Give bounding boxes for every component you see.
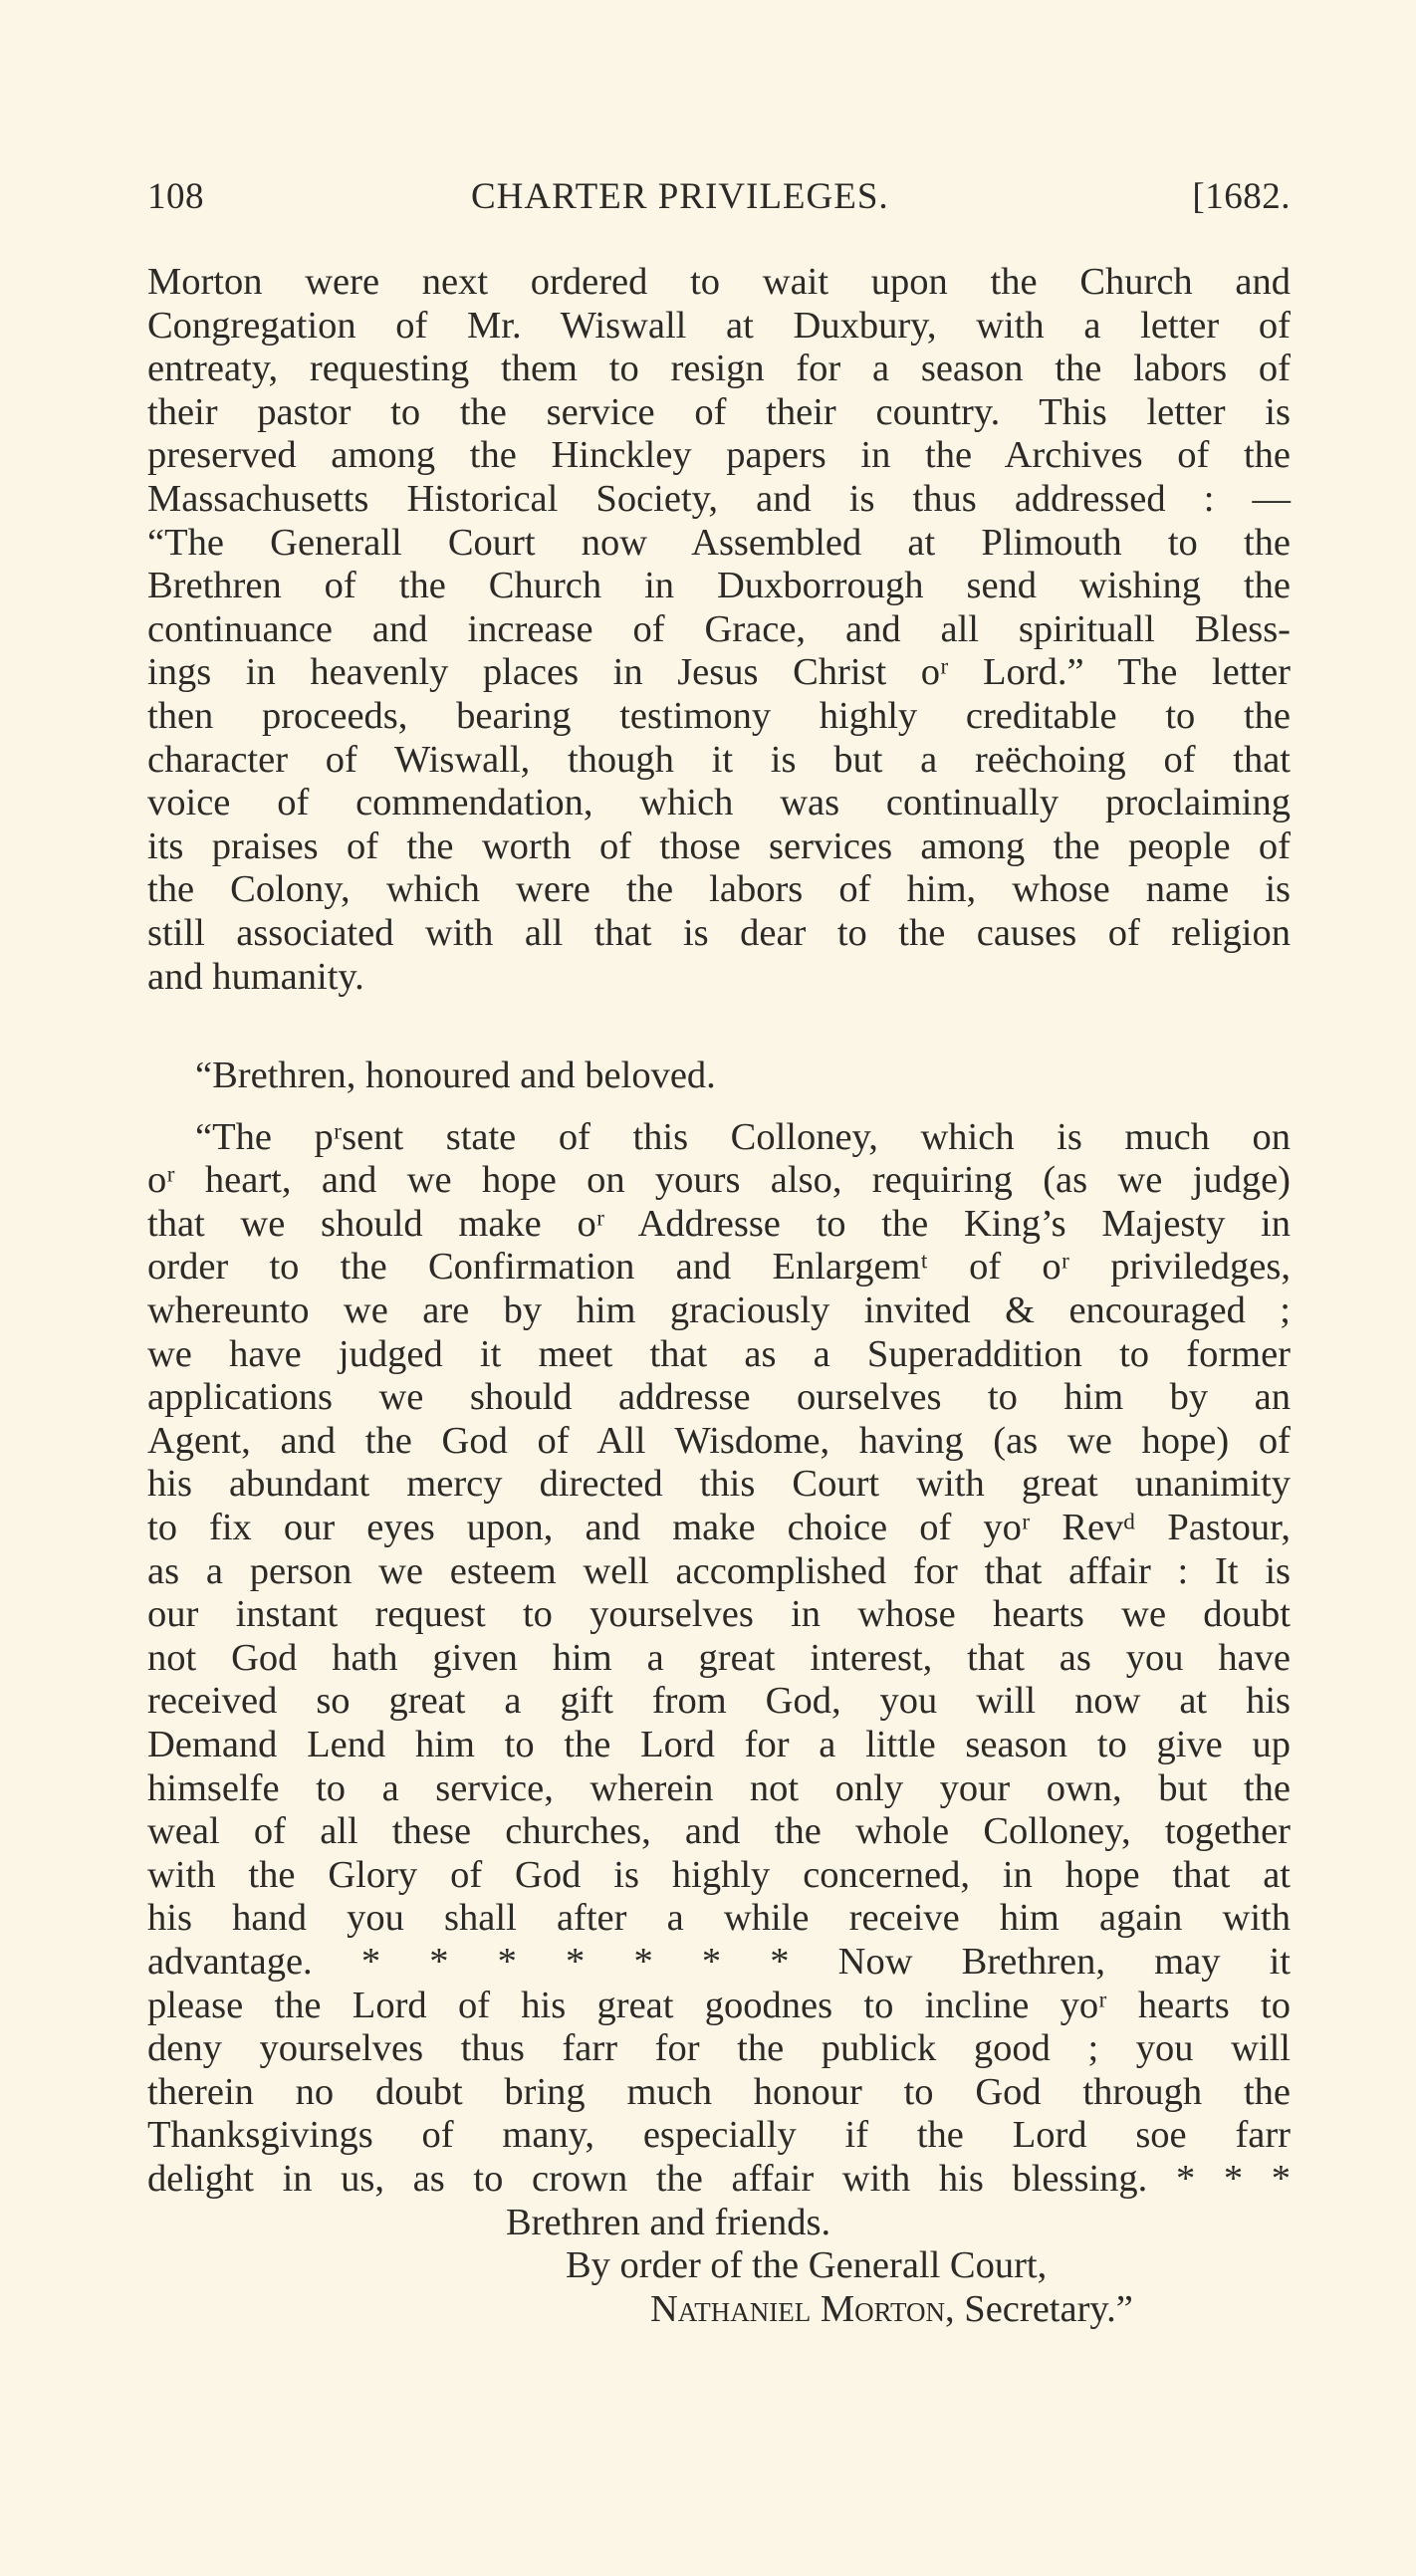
text-line: deny yourselves thus farr for the publick good ; you will — [147, 2027, 1291, 2070]
text-line: character of Wiswall, though it is but a reëchoing of that — [147, 738, 1291, 781]
text-line: “The pʳsent state of this Colloney, which is much on — [195, 1115, 1291, 1158]
text-line: oʳ heart, and we hope on yours also, requiring (as we judge) — [147, 1159, 1291, 1202]
text-line: ings in heavenly places in Jesus Christ oʳ Lord.” The letter — [147, 651, 1291, 694]
page-body — [147, 261, 1291, 2331]
text-line: Thanksgivings of many, especially if the Lord soe farr — [147, 2114, 1291, 2157]
text-line: please the Lord of his great goodnes to incline yoʳ hearts to — [147, 1984, 1291, 2026]
text-line: order to the Confirmation and Enlargemᵗ of oʳ priviledges, — [147, 1246, 1291, 1288]
text-line: and humanity. — [147, 955, 364, 998]
text-line: then proceeds, bearing testimony highly creditable to the — [147, 694, 1291, 737]
text-line: preserved among the Hinckley papers in the Archives of the — [147, 434, 1291, 477]
text-line: Demand Lend him to the Lord for a little season to give up — [147, 1724, 1291, 1765]
text-line: to fix our eyes upon, and make choice of yoʳ Revᵈ Pastour, — [147, 1507, 1291, 1549]
text-line: his hand you shall after a while receive him again with — [147, 1897, 1291, 1940]
letter-signature — [147, 2288, 1291, 2332]
paragraph-gap — [147, 999, 1291, 1054]
text-line: entreaty, requesting them to resign for a season the labors of — [147, 348, 1291, 390]
text-line: we have judged it meet that as a Superaddition to former — [147, 1332, 1291, 1375]
text-line: Agent, and the God of All Wisdome, having (as we hope) of — [147, 1419, 1291, 1462]
text-line: Massachusetts Historical Society, and is thus addressed : — — [147, 477, 1291, 520]
text-line: himselfe to a service, wherein not only your own, but the — [147, 1766, 1291, 1809]
signature-title: , Secretary.” — [945, 2287, 1133, 2330]
text-line: voice of commendation, which was continually proclaiming — [147, 782, 1291, 824]
page-number: 108 — [147, 176, 204, 217]
text-line: Congregation of Mr. Wiswall at Duxbury, with a letter of — [147, 304, 1291, 347]
text-line: advantage. * * * * * * * Now Brethren, may it — [147, 1940, 1291, 1983]
running-head — [147, 175, 1291, 225]
text-line: therein no doubt bring much honour to God through the — [147, 2070, 1291, 2113]
text-line: delight in us, as to crown the affair with his blessing. * * * — [147, 2157, 1291, 2200]
text-line: still associated with all that is dear to the causes of religion — [147, 911, 1291, 954]
text-line: Morton were next ordered to wait upon the Church and — [147, 261, 1291, 303]
text-line: our instant request to yourselves in whose hearts we doubt — [147, 1593, 1291, 1636]
text-line: with the Glory of God is highly concerned, in hope that at — [147, 1853, 1291, 1896]
text-line: received so great a gift from God, you will now at his — [147, 1680, 1291, 1723]
text-line: their pastor to the service of their country. This letter is — [147, 390, 1291, 433]
text-line: whereunto we are by him graciously invited & encouraged ; — [147, 1289, 1291, 1332]
text-line: its praises of the worth of those services among the people of — [147, 824, 1291, 867]
text-line: not God hath given him a great interest, that as you have — [147, 1636, 1291, 1679]
text-line: “The Generall Court now Assembled at Plimouth to the — [147, 521, 1291, 564]
running-year: [1682. — [1192, 176, 1291, 217]
running-title: CHARTER PRIVILEGES. — [471, 176, 889, 217]
text-line: continuance and increase of Grace, and all spirituall Bless- — [147, 607, 1291, 650]
text-line: applications we should addresse ourselves to him by an — [147, 1376, 1291, 1419]
text-line: as a person we esteem well accomplished for that affair : It is — [147, 1549, 1291, 1592]
letter-salutation: “Brethren, honoured and beloved. — [195, 1054, 716, 1097]
letter-closing: Brethren and friends. — [506, 2201, 831, 2243]
text-line: that we should make oʳ Addresse to the King’s Majesty in — [147, 1202, 1291, 1245]
text-line: the Colony, which were the labors of him, whose name is — [147, 868, 1291, 911]
quoted-letter — [147, 1054, 1291, 2331]
text-line: weal of all these churches, and the whole Colloney, together — [147, 1810, 1291, 1853]
narrative-paragraph — [147, 261, 1291, 999]
text-line: Brethren of the Church in Duxborrough send wishing the — [147, 565, 1291, 607]
letter-authority: By order of the Generall Court, — [566, 2244, 1048, 2287]
text-line: his abundant mercy directed this Court with great unanimity — [147, 1463, 1291, 1506]
signature-name: Nathaniel Morton — [650, 2287, 946, 2330]
